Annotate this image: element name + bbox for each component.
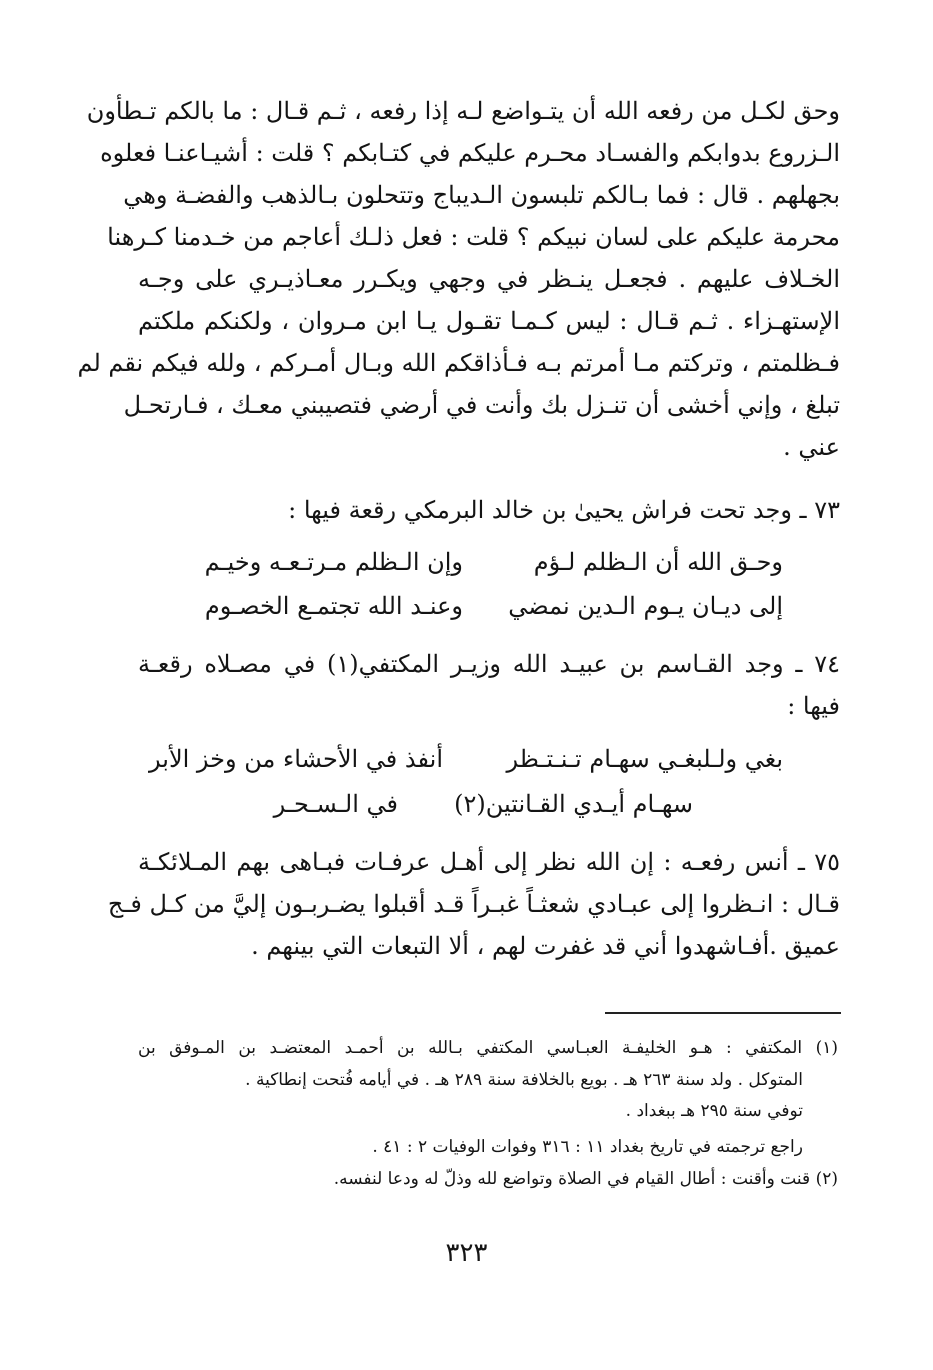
text-line: ٧٤ ـ وجد القـاسم بن عبيـد الله وزيـر المكتفي(١) في مصـلاه رقعـة <box>138 650 840 678</box>
footnote-1-line-3: توفي سنة ٢٩٥ هـ ببغداد . <box>625 1101 803 1121</box>
footnote-1-line-2: المتوكل . ولد سنة ٢٦٣ هـ . بويع بالخلافة سنة ٢٨٩ هـ . في أيامه فُتحت إنطاكية . <box>245 1070 803 1090</box>
verse-74-hemistich-1a: بغي ولـلبغـي سهـام تـنـتـظر <box>506 745 783 773</box>
footnote-1-line-1: (١) المكتفي : هـو الخليفـة العبـاسي المكتفي بـالله بن أحمـد المعتضـد بن المـوفق بن <box>138 1038 838 1058</box>
verse-73-hemistich-1a: وحـق الله أن الـظلم لـؤم <box>533 548 783 576</box>
item-73-heading <box>138 489 840 531</box>
verse-74-hemistich-1b: أنفذ في الأحشاء من وخز الأبر <box>149 745 443 773</box>
verse-73-hemistich-2b: وعنـد الله تجتمـع الخصـوم <box>204 592 463 620</box>
text-line: محرمة عليكم على لسان نبيكم ؟ قلت : فعل ذلـك أعاجم من خـدمنا كـرهنا <box>107 223 840 251</box>
page-number: ٣٢٣ <box>445 1238 488 1268</box>
verse-73-hemistich-1b: وإن الـظلم مـرتـعـه وخيـم <box>204 548 463 576</box>
footnote-1-line-4: راجع ترجمته في تاريخ بغداد ١١ : ٣١٦ وفوات الوفيات ٢ : ٤١ . <box>372 1137 803 1157</box>
text-line: فـظلمتم ، وتركتم مـا أمرتم بـه فـأذاقكم الله وبـال أمـركم ، ولله فيكم نقم لم <box>77 349 840 377</box>
verse-74-hemistich-2a: سهـام أيـدي القـانتين(٢) <box>454 790 693 818</box>
item-74-heading <box>138 643 840 727</box>
item-75-heading <box>107 841 840 967</box>
text-line: وحق لكـل من رفعه الله أن يتـواضع لـه إذا رفعه ، ثـم قـال : ما بالكم تـطأون <box>86 97 840 125</box>
text-line: عميق .أفـاشهدوا أني قد غفرت لهم ، ألا التبعات التي بينهم . <box>251 932 840 960</box>
paragraph-continuation <box>77 90 840 468</box>
text-line: ٧٥ ـ أنس رفعـه : إن الله نظر إلى أهـل عرفـات فبـاهى بهم المـلائكـة <box>138 848 840 876</box>
text-line: فيها : <box>787 692 840 720</box>
text-line: بجهلهم . قال : فما بـالكم تلبسون الـديباج وتتحلون بـالذهب والفضـة وهي <box>123 181 840 209</box>
verse-73-hemistich-2a: إلى ديـان يـوم الـدين نمضي <box>508 592 783 620</box>
text-line: قـال : انـظروا إلى عبـادي شعثـاً غبـراً قـد أقبلوا يضـربـون إليَّ من كـل فـج <box>107 890 840 918</box>
text-line: ٧٣ ـ وجد تحت فراش يحيىٰ بن خالد البرمكي رقعة فيها : <box>288 496 840 524</box>
text-line: الإستهـزاء . ثـم قـال : ليس كـمـا تقـول يـا ابن مـروان ، ولكنكم ملكتم <box>138 307 840 335</box>
verse-74-hemistich-2b: في الـسـحـر <box>273 790 398 818</box>
text-line: الخـلاف عليهم . فجعـل ينـظر في وجهي ويكـرر معـاذيـري على وجـه <box>138 265 840 293</box>
footnote-separator <box>605 1012 841 1014</box>
text-line: الـزروع بدوابكم والفسـاد محـرم عليكم في كتـابكم ؟ قلت : أشيـاعنـا فعلوه <box>100 139 840 167</box>
footnote-2: (٢) قنت وأقنت : أطال القيام في الصلاة وتواضع لله وذلّ له ودعا لنفسه. <box>333 1169 838 1189</box>
text-line: تبلغ ، وإني أخشى أن تنـزل بك وأنت في أرضي فتصيبني معـك ، فـارتحـل <box>123 391 840 419</box>
text-line: عني . <box>783 433 840 461</box>
